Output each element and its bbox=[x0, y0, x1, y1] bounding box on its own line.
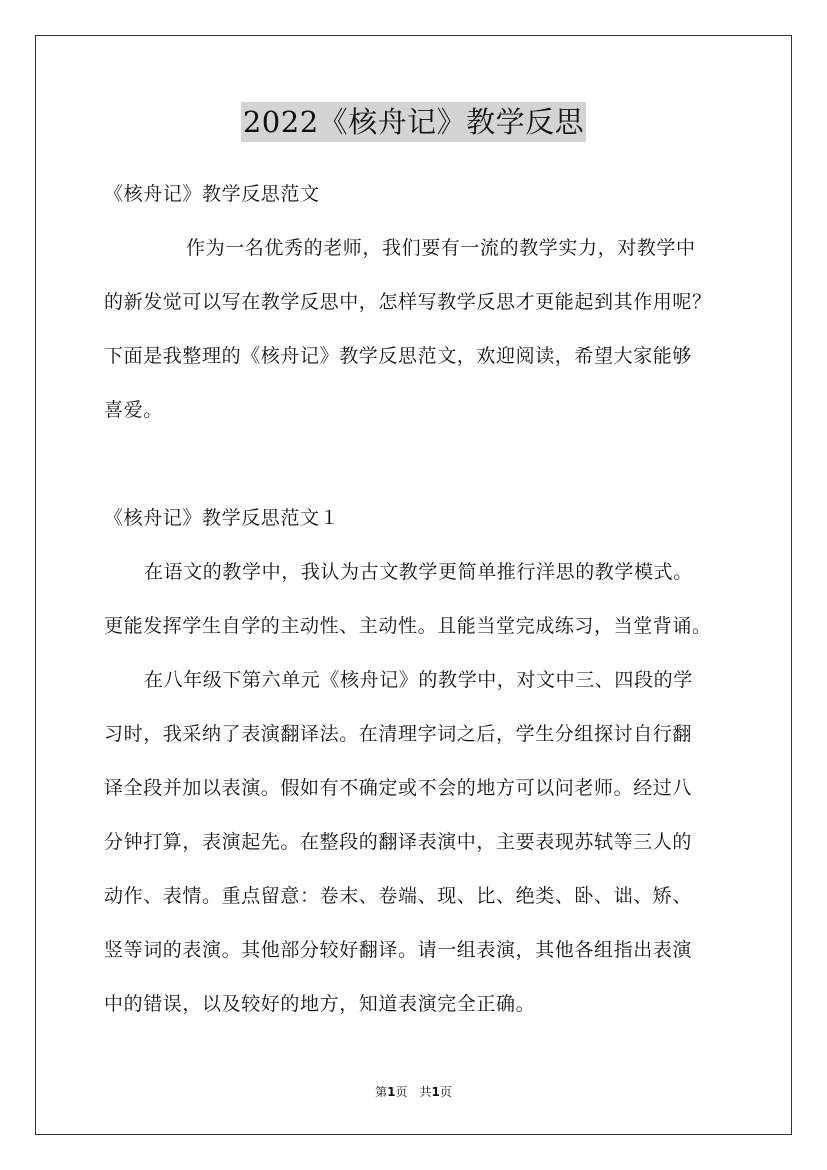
paragraph-line: 在语文的教学中，我认为古文教学更简单推行洋思的教学模式。 bbox=[144, 561, 693, 583]
paragraph-line: 的新发觉可以写在教学反思中，怎样写教学反思才更能起到其作用呢？ bbox=[104, 291, 712, 313]
paragraph-line: 分钟打算，表演起先。在整段的翻译表演中，主要表现苏轼等三人的 bbox=[104, 831, 693, 853]
paragraph-line: 中的错误，以及较好的地方，知道表演完全正确。 bbox=[104, 993, 536, 1015]
paragraph-line: 喜爱。 bbox=[104, 399, 163, 421]
page-current-number: 1 bbox=[387, 1085, 396, 1099]
paragraph-line: 更能发挥学生自学的主动性、主动性。且能当堂完成练习，当堂背诵。 bbox=[104, 615, 712, 637]
page-label-suffix: 页 bbox=[439, 1085, 452, 1099]
page-label-mid: 页 共 bbox=[395, 1085, 432, 1099]
page-label-prefix: 第 bbox=[375, 1085, 388, 1099]
paragraph-line: 在八年级下第六单元《核舟记》的教学中，对文中三、四段的学 bbox=[144, 669, 693, 691]
section-heading: 《核舟记》教学反思范文 bbox=[104, 183, 320, 205]
section-heading: 《核舟记》教学反思范文１ bbox=[104, 507, 340, 529]
paragraph-line: 习时，我采纳了表演翻译法。在清理字词之后，学生分组探讨自行翻 bbox=[104, 723, 693, 745]
paragraph-line: 译全段并加以表演。假如有不确定或不会的地方可以问老师。经过八 bbox=[104, 777, 693, 799]
page-total-number: 1 bbox=[431, 1085, 440, 1099]
title-container bbox=[0, 102, 827, 142]
paragraph-line: 竖等词的表演。其他部分较好翻译。请一组表演，其他各组指出表演 bbox=[104, 939, 693, 961]
paragraph-line: 动作、表情。重点留意：卷末、卷端、现、比、绝类、卧、诎、矫、 bbox=[104, 885, 693, 907]
document-title: 2022《核舟记》教学反思 bbox=[241, 102, 586, 142]
page-footer bbox=[0, 1084, 827, 1100]
paragraph-line: 作为一名优秀的老师，我们要有一流的教学实力，对教学中 bbox=[186, 237, 696, 259]
paragraph-line: 下面是我整理的《核舟记》教学反思范文，欢迎阅读，希望大家能够 bbox=[104, 345, 693, 367]
